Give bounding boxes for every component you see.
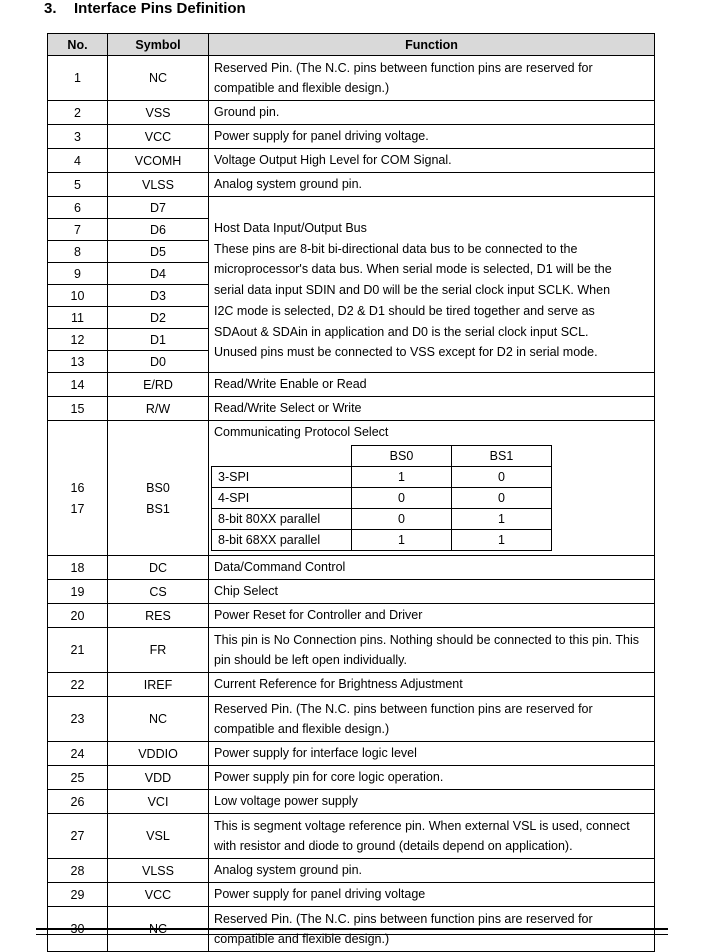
table-row	[48, 101, 655, 125]
pin-function: Chip Select	[209, 580, 655, 604]
protocol-row	[212, 488, 552, 509]
pin-function: Analog system ground pin.	[209, 859, 655, 883]
pin-number: 2	[48, 101, 108, 125]
pin-number: 10	[48, 285, 108, 307]
pin-symbol: CS	[108, 580, 209, 604]
data-bus-text-line: microprocessor's data bus. When serial mode is selected, D1 will be the	[214, 262, 612, 277]
pin-number: 25	[48, 766, 108, 790]
protocol-row	[212, 530, 552, 551]
pin-symbol: NC	[108, 56, 209, 101]
footer-rule	[36, 928, 668, 930]
protocol-mode-label: 4-SPI	[212, 488, 352, 509]
table-row	[48, 197, 655, 219]
pin-symbol: D6	[108, 219, 209, 241]
pin-number: 28	[48, 859, 108, 883]
pin-number: 18	[48, 556, 108, 580]
pin-number: 20	[48, 604, 108, 628]
protocol-mode-label: 8-bit 68XX parallel	[212, 530, 352, 551]
header-no: No.	[48, 34, 108, 56]
pin-symbol: D4	[108, 263, 209, 285]
pin-function: Read/Write Enable or Read	[209, 373, 655, 397]
table-row	[48, 697, 655, 742]
protocol-bs0-value: 0	[352, 509, 452, 530]
pin-number: 7	[48, 219, 108, 241]
pin-symbol: VDD	[108, 766, 209, 790]
pin-number: 30	[48, 907, 108, 952]
pin-function: Power Reset for Controller and Driver	[209, 604, 655, 628]
data-bus-text-line: Host Data Input/Output Bus	[214, 220, 367, 235]
pin-symbol: D2	[108, 307, 209, 329]
footer-rule-thin	[36, 934, 668, 935]
pin-symbol: E/RD	[108, 373, 209, 397]
pin-symbol: D5	[108, 241, 209, 263]
protocol-mode-label: 8-bit 80XX parallel	[212, 509, 352, 530]
data-bus-description	[209, 197, 655, 373]
pin-number: 24	[48, 742, 108, 766]
pin-function: Reserved Pin. (The N.C. pins between function pins are reserved for compatible and flexible design.)	[209, 907, 655, 952]
pin-number: 4	[48, 149, 108, 173]
pin-number: 13	[48, 351, 108, 373]
pin-function: Analog system ground pin.	[209, 173, 655, 197]
header-function: Function	[209, 34, 655, 56]
table-row	[48, 556, 655, 580]
pin-symbol: D0	[108, 351, 209, 373]
table-row	[48, 814, 655, 859]
protocol-row	[212, 509, 552, 530]
protocol-header-blank	[212, 446, 352, 467]
table-row	[48, 56, 655, 101]
pin-symbol: IREF	[108, 673, 209, 697]
pin-symbol: VDDIO	[108, 742, 209, 766]
pin-function: Voltage Output High Level for COM Signal.	[209, 149, 655, 173]
table-row	[48, 673, 655, 697]
pin-number: 6	[48, 197, 108, 219]
pin-function: Power supply pin for core logic operation.	[209, 766, 655, 790]
data-bus-text-line: SDAout & SDAin in application and D0 is the serial clock input SCL.	[214, 324, 589, 339]
pin-number: 16	[70, 481, 85, 495]
pin-function: Data/Command Control	[209, 556, 655, 580]
pin-symbol: VLSS	[108, 859, 209, 883]
pin-table-body	[48, 56, 655, 952]
protocol-column-header: BS0	[352, 446, 452, 467]
protocol-bs0-value: 0	[352, 488, 452, 509]
pin-symbol: BS1	[146, 502, 170, 516]
protocol-mode-label: 3-SPI	[212, 467, 352, 488]
pin-number: 17	[70, 502, 85, 516]
data-bus-text-line: I2C mode is selected, D2 & D1 should be tired together and serve as	[214, 303, 595, 318]
pin-symbol: NC	[108, 907, 209, 952]
pin-function: Read/Write Select or Write	[209, 397, 655, 421]
table-row	[48, 883, 655, 907]
pin-number: 26	[48, 790, 108, 814]
pin-number: 19	[48, 580, 108, 604]
data-bus-text-line: These pins are 8-bit bi-directional data bus to be connected to the	[214, 241, 578, 256]
data-bus-text-line: serial data input SDIN and D0 will be the serial clock input SCLK. When	[214, 283, 611, 298]
pin-number: 3	[48, 125, 108, 149]
table-row	[48, 125, 655, 149]
pin-symbol: DC	[108, 556, 209, 580]
table-row	[48, 173, 655, 197]
pin-symbol: VCC	[108, 883, 209, 907]
pin-number: 5	[48, 173, 108, 197]
pin-symbol: VCI	[108, 790, 209, 814]
pin-number: 14	[48, 373, 108, 397]
table-row	[48, 580, 655, 604]
pin-number: 11	[48, 307, 108, 329]
pin-number-group	[48, 421, 108, 556]
protocol-bs1-value: 0	[452, 488, 552, 509]
table-row	[48, 397, 655, 421]
pin-symbol: NC	[108, 697, 209, 742]
section-number: 3.	[44, 0, 57, 17]
pin-symbol: VLSS	[108, 173, 209, 197]
pin-symbol: D1	[108, 329, 209, 351]
pin-number: 29	[48, 883, 108, 907]
protocol-bs0-value: 1	[352, 530, 452, 551]
pin-function: Reserved Pin. (The N.C. pins between function pins are reserved for compatible and flexible design.)	[209, 697, 655, 742]
section-title: Interface Pins Definition	[74, 0, 246, 17]
pin-function: Power supply for panel driving voltage.	[209, 125, 655, 149]
table-row	[48, 790, 655, 814]
data-bus-text-line: Unused pins must be connected to VSS except for D2 in serial mode.	[214, 345, 598, 360]
pin-symbol: RES	[108, 604, 209, 628]
pin-number: 23	[48, 697, 108, 742]
pin-number: 8	[48, 241, 108, 263]
table-row	[48, 604, 655, 628]
section-heading	[44, 0, 246, 17]
pin-function: Current Reference for Brightness Adjustment	[209, 673, 655, 697]
pin-symbol: D3	[108, 285, 209, 307]
table-row	[48, 373, 655, 397]
protocol-select-table	[211, 445, 552, 551]
pin-symbol: R/W	[108, 397, 209, 421]
pin-symbol: VCC	[108, 125, 209, 149]
pin-symbol-group	[108, 421, 209, 556]
pin-function: Power supply for panel driving voltage	[209, 883, 655, 907]
pin-function: Ground pin.	[209, 101, 655, 125]
table-row	[48, 628, 655, 673]
protocol-column-header: BS1	[452, 446, 552, 467]
protocol-bs0-value: 1	[352, 467, 452, 488]
pin-number: 15	[48, 397, 108, 421]
table-row	[48, 742, 655, 766]
pin-number: 12	[48, 329, 108, 351]
protocol-bs1-value: 1	[452, 530, 552, 551]
pin-definition-table	[47, 33, 655, 952]
header-symbol: Symbol	[108, 34, 209, 56]
table-row	[48, 859, 655, 883]
pin-symbol: FR	[108, 628, 209, 673]
pin-function: Low voltage power supply	[209, 790, 655, 814]
protocol-select-title: Communicating Protocol Select	[214, 425, 389, 439]
pin-number: 22	[48, 673, 108, 697]
pin-number: 27	[48, 814, 108, 859]
table-row-protocol-select	[48, 421, 655, 556]
pin-function: Reserved Pin. (The N.C. pins between function pins are reserved for compatible and flexible design.)	[209, 56, 655, 101]
pin-number: 1	[48, 56, 108, 101]
pin-function: This pin is No Connection pins. Nothing should be connected to this pin. This pin should be left open individually.	[209, 628, 655, 673]
pin-symbol: VCOMH	[108, 149, 209, 173]
pin-number: 9	[48, 263, 108, 285]
table-row	[48, 149, 655, 173]
pin-function: Power supply for interface logic level	[209, 742, 655, 766]
pin-symbol: D7	[108, 197, 209, 219]
pin-number: 21	[48, 628, 108, 673]
table-row	[48, 766, 655, 790]
protocol-select-function	[209, 421, 655, 556]
protocol-row	[212, 467, 552, 488]
protocol-bs1-value: 0	[452, 467, 552, 488]
protocol-bs1-value: 1	[452, 509, 552, 530]
pin-symbol: VSS	[108, 101, 209, 125]
pin-symbol: VSL	[108, 814, 209, 859]
pin-function: This is segment voltage reference pin. When external VSL is used, connect with resistor and diode to ground (details depend on application).	[209, 814, 655, 859]
pin-symbol: BS0	[146, 481, 170, 495]
